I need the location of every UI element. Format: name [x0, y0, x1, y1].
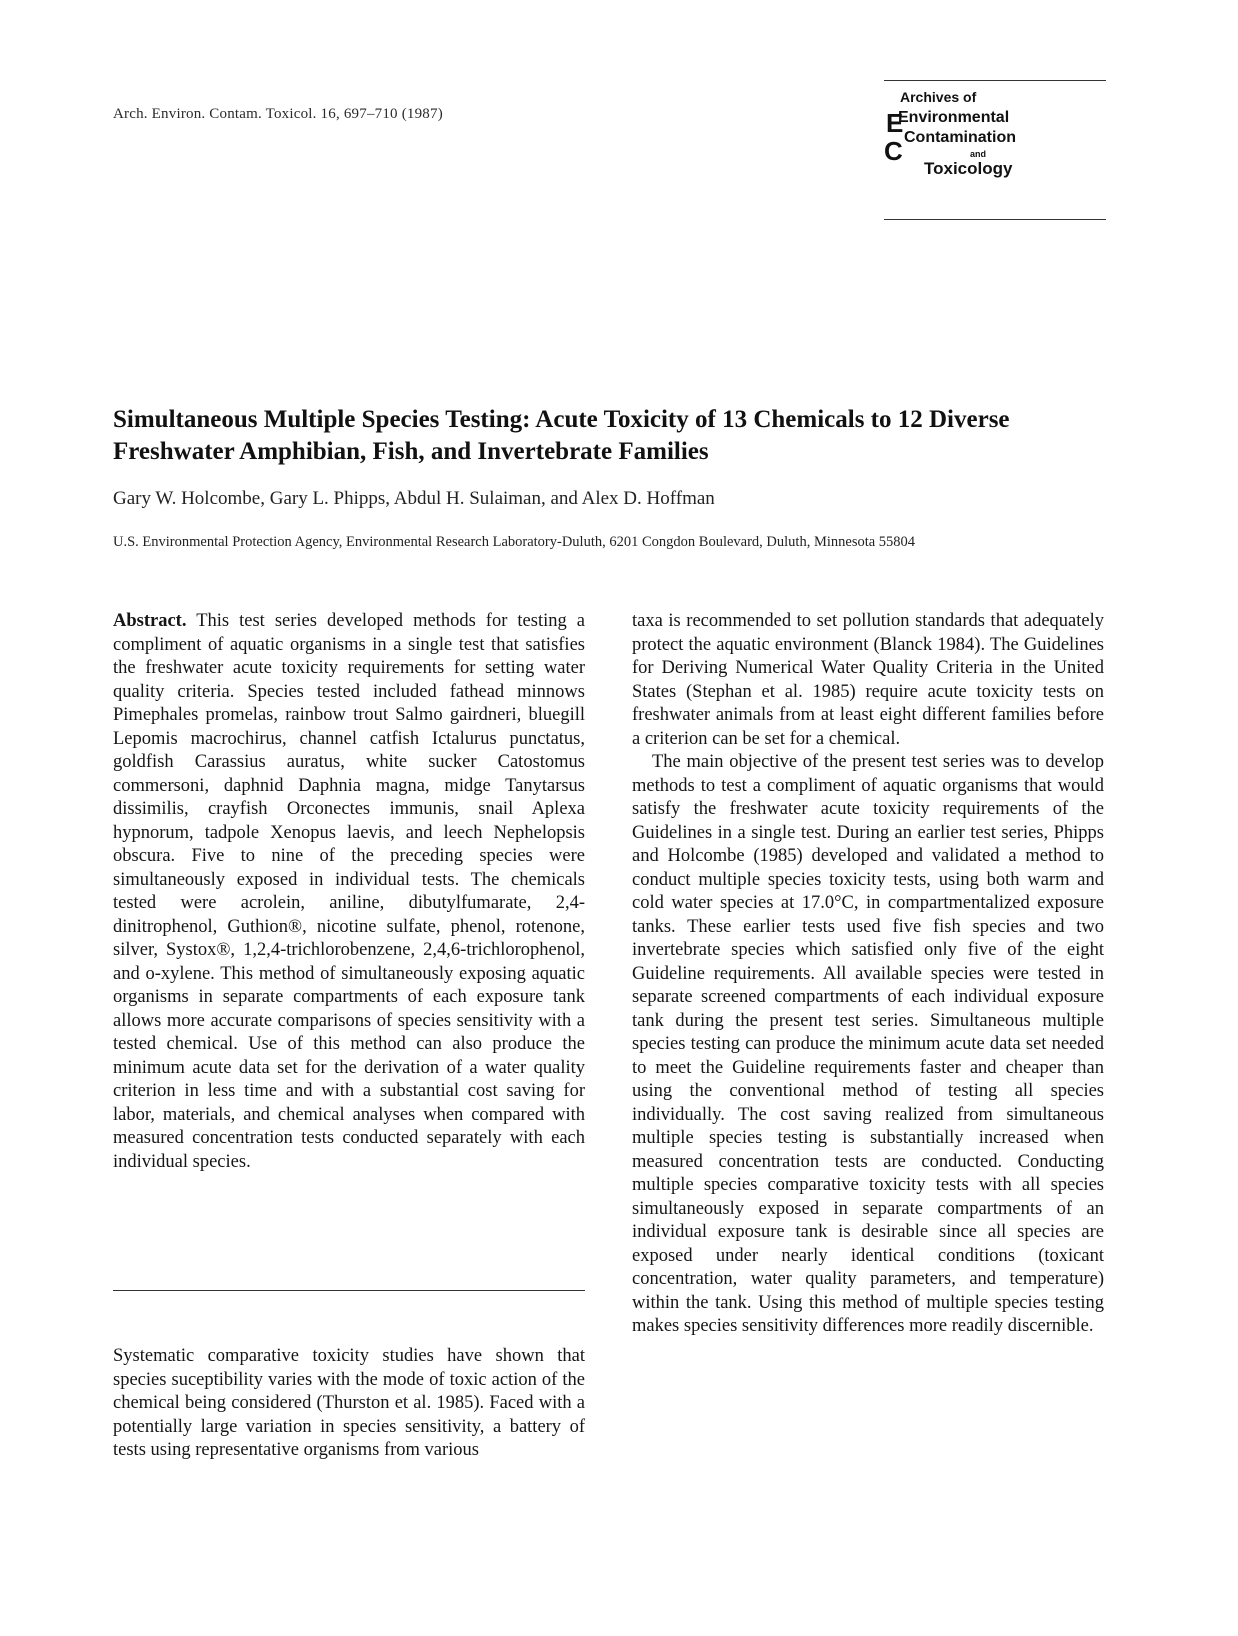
- logo-line-environmental: Environmental: [898, 109, 1010, 126]
- logo-line-archives: Archives of: [900, 89, 977, 105]
- intro-paragraph-2: The main objective of the present test series was to develop methods to test a compliment of aquatic organisms that would satisfy the freshwater acute toxicity requirements of the Guidelines in a single test. During an earlier test series, Phipps and Holcombe (1985) developed and validated a method to conduct multiple species toxicity tests, using both warm and cold water species at 17.0°C, in compartmentalized exposure tanks. These earlier tests used five fish species and two invertebrate species which satisfied only five of the eight Guideline requirements. All available species were tested in separate screened compartments of each individual exposure tank during the present test series. Simultaneous multiple species testing can produce the minimum acute data set needed to meet the Guideline requirements faster and cheaper than using the conventional method of testing all species individually. The cost saving realized from simultaneous multiple species testing is substantially increased when measured concentration tests are conducted. Conducting multiple species comparative toxicity tests with all species simultaneously exposed in separate compartments of an individual exposure tank is desirable since all species are exposed under nearly identical conditions (toxicant concentration, water quality parameters, and temperature) within the tank. Using this method of multiple species testing makes species sensitivity differences more readily discernible.: [632, 752, 1104, 1336]
- intro-paragraph-1-continued: taxa is recommended to set pollution standards that adequately protect the aquatic environment (Blanck 1984). The Guidelines for Deriving Numerical Water Quality Criteria in the United States (Stephan et al. 1985) require acute toxicity tests on freshwater animals from at least eight different families before a criterion can be set for a chemical.: [632, 611, 1104, 749]
- journal-citation: Arch. Environ. Contam. Toxicol. 16, 697–710 (1987): [113, 106, 443, 122]
- logo-top-rule: [884, 80, 1106, 81]
- article-title: Simultaneous Multiple Species Testing: Acute Toxicity of 13 Chemicals to 12 Diverse Freshwater Amphibian, Fish, and Invertebrate Families: [113, 406, 1010, 465]
- logo-initial-e: E: [886, 108, 904, 138]
- logo-line-contamination: Contamination: [904, 129, 1016, 146]
- abstract-label: Abstract.: [113, 611, 187, 631]
- article-affiliation: U.S. Environmental Protection Agency, Environmental Research Laboratory-Duluth, 6201 Congdon Boulevard, Duluth, Minnesota 55804: [113, 534, 916, 550]
- logo-bottom-rule: [884, 219, 1106, 220]
- intro-paragraph-1: Systematic comparative toxicity studies have shown that species suceptibility varies with the mode of toxic action of the chemical being considered (Thurston et al. 1985). Faced with a potentially large variation in species sensitivity, a battery of tests using representative organisms from various: [113, 1346, 585, 1460]
- right-column: [632, 610, 1104, 1339]
- logo-line-and: and: [970, 149, 987, 159]
- logo-initial-c: C: [884, 136, 903, 166]
- abstract-divider: [113, 1290, 585, 1291]
- article-authors: Gary W. Holcombe, Gary L. Phipps, Abdul H. Sulaiman, and Alex D. Hoffman: [113, 488, 715, 509]
- logo-line-toxicology: Toxicology: [924, 159, 1013, 178]
- abstract-text: This test series developed methods for testing a compliment of aquatic organisms in a single test that satisfies the freshwater acute toxicity requirements for setting water quality criteria. Species tested included fathead minnows Pimephales promelas, rainbow trout Salmo gairdneri, bluegill Lepomis macrochirus, channel catfish Ictalurus punctatus, goldfish Carassius auratus, white sucker Catostomus commersoni, daphnid Daphnia magna, midge Tanytarsus dissimilis, crayfish Orconectes immunis, snail Aplexa hypnorum, tadpole Xenopus laevis, and leech Nephelopsis obscura. Five to nine of the preceding species were simultaneously exposed in individual tests. The chemicals tested were acrolein, aniline, dibutylfumarate, 2,4-dinitrophenol, Guthion®, nicotine sulfate, phenol, rotenone, silver, Systox®, 1,2,4-trichlorobenzene, 2,4,6-trichlorophenol, and o-xylene. This method of simultaneously exposing aquatic organisms in separate compartments of each exposure tank allows more accurate comparisons of species sensitivity with a tested chemical. Use of this method can also produce the minimum acute data set for the derivation of a water quality criterion in less time and with a substantial cost saving for labor, materials, and chemical analyses when compared with measured concentration tests conducted separately with each individual species.: [113, 611, 586, 1172]
- journal-logo: [884, 80, 1106, 220]
- abstract-block: [113, 610, 585, 1174]
